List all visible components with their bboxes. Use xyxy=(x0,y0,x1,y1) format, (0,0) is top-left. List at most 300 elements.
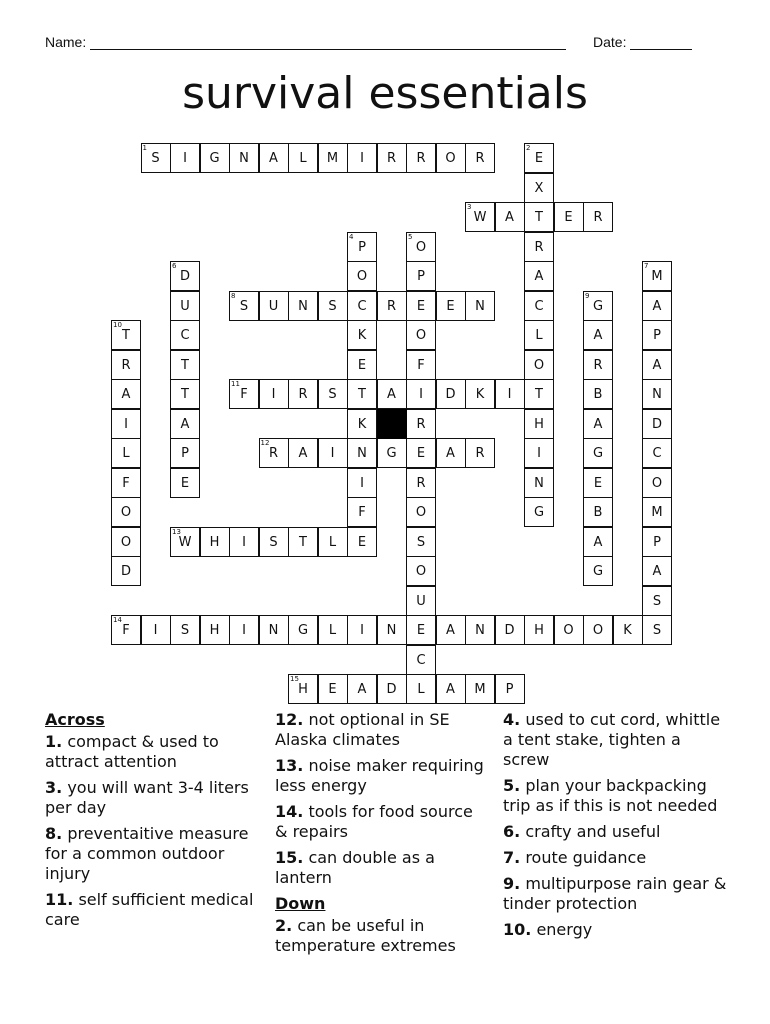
grid-cell[interactable] xyxy=(347,379,377,409)
grid-cell[interactable] xyxy=(377,291,407,321)
cell-letter: T xyxy=(535,387,543,402)
grid-cell[interactable] xyxy=(642,320,672,350)
cell-letter: E xyxy=(564,210,573,225)
grid-cell[interactable] xyxy=(524,202,554,232)
grid-cell[interactable] xyxy=(465,202,495,232)
clue-text: compact & used to attract attention xyxy=(45,732,219,771)
grid-cell[interactable] xyxy=(288,379,318,409)
clue-down-2 xyxy=(275,916,490,956)
grid-cell[interactable] xyxy=(613,615,643,645)
grid-cell[interactable] xyxy=(229,615,259,645)
grid-cell[interactable] xyxy=(495,202,525,232)
cell-letter: I xyxy=(507,387,512,402)
grid-cell[interactable] xyxy=(524,173,554,203)
grid-cell[interactable] xyxy=(406,143,436,173)
grid-cell[interactable] xyxy=(288,527,318,557)
cell-letter: A xyxy=(180,416,190,432)
grid-cell[interactable] xyxy=(524,468,554,498)
cell-letter: K xyxy=(623,623,632,638)
across-heading: Across xyxy=(45,710,105,729)
cell-letter: I xyxy=(271,387,276,402)
grid-cell[interactable] xyxy=(406,261,436,291)
cell-number: 5 xyxy=(408,232,413,241)
cell-letter: A xyxy=(298,446,308,461)
cell-letter: S xyxy=(180,623,190,638)
cell-letter: G xyxy=(386,446,397,461)
cell-letter: C xyxy=(534,298,544,314)
grid-cell[interactable] xyxy=(318,291,348,321)
grid-cell[interactable] xyxy=(347,409,377,439)
cell-letter: N xyxy=(652,387,662,402)
cell-letter: I xyxy=(242,534,246,550)
puzzle-title: survival essentials xyxy=(182,68,588,119)
cell-number: 9 xyxy=(585,291,590,300)
grid-cell[interactable] xyxy=(583,615,613,645)
cell-number: 10 xyxy=(113,321,122,329)
grid-cell[interactable] xyxy=(347,527,377,557)
cell-letter: R xyxy=(268,446,279,461)
grid-cell[interactable] xyxy=(200,527,230,557)
cell-letter: P xyxy=(653,328,661,343)
cell-number: 8 xyxy=(231,291,236,300)
cell-letter: M xyxy=(651,269,663,284)
name-label: Name: xyxy=(45,34,87,50)
cell-number: 12 xyxy=(260,439,270,447)
cell-letter: A xyxy=(593,328,603,343)
grid-cell[interactable] xyxy=(465,379,495,409)
grid-cell[interactable] xyxy=(406,409,436,439)
grid-cell[interactable] xyxy=(524,379,554,409)
cell-letter: P xyxy=(653,534,661,550)
cell-letter: T xyxy=(122,328,130,343)
cell-number: 11 xyxy=(231,380,240,388)
grid-cell[interactable] xyxy=(288,674,318,704)
grid-cell[interactable] xyxy=(524,615,554,645)
cell-letter: E xyxy=(328,682,337,697)
clue-text: energy xyxy=(536,920,593,939)
grid-cell[interactable] xyxy=(170,379,200,409)
cell-letter: T xyxy=(299,534,307,550)
grid-cell[interactable] xyxy=(406,320,436,350)
grid-cell[interactable] xyxy=(524,320,554,350)
cell-letter: E xyxy=(357,534,367,550)
grid-cell[interactable] xyxy=(642,586,672,616)
grid-cell[interactable] xyxy=(524,261,554,291)
grid-cell[interactable] xyxy=(111,320,141,350)
clue-number: 13. xyxy=(275,756,304,775)
grid-cell[interactable] xyxy=(347,350,377,380)
cell-letter: H xyxy=(209,534,220,550)
grid-cell[interactable] xyxy=(465,143,495,173)
grid-cell[interactable] xyxy=(259,291,289,321)
grid-cell[interactable] xyxy=(347,320,377,350)
cell-letter: H xyxy=(298,682,308,697)
grid-cell[interactable] xyxy=(465,438,495,468)
cell-letter: A xyxy=(446,623,455,638)
grid-cell[interactable] xyxy=(406,497,436,527)
grid-cell[interactable] xyxy=(465,674,495,704)
cell-letter: I xyxy=(330,446,335,461)
grid-cell[interactable] xyxy=(642,379,672,409)
grid-cell[interactable] xyxy=(524,143,554,173)
grid-cell[interactable] xyxy=(642,556,672,586)
cell-letter: S xyxy=(239,298,249,314)
cell-letter: S xyxy=(652,593,662,609)
cell-letter: D xyxy=(179,269,190,284)
grid-cell[interactable] xyxy=(377,438,407,468)
grid-cell[interactable] xyxy=(347,674,377,704)
grid-cell[interactable] xyxy=(377,674,407,704)
clue-text: can double as a lantern xyxy=(275,848,435,887)
cell-letter: O xyxy=(445,151,456,166)
grid-cell[interactable] xyxy=(406,586,436,616)
grid-cell[interactable] xyxy=(170,615,200,645)
grid-cell[interactable] xyxy=(406,527,436,557)
cell-letter: I xyxy=(183,151,187,166)
grid-cell[interactable] xyxy=(288,291,318,321)
cell-letter: A xyxy=(652,298,662,314)
clue-across-14 xyxy=(275,802,490,842)
grid-cell[interactable] xyxy=(406,232,436,262)
grid-cell[interactable] xyxy=(318,438,348,468)
cell-letter: D xyxy=(386,682,397,697)
clue-text: tools for food source & repairs xyxy=(275,802,473,841)
grid-cell[interactable] xyxy=(170,143,200,173)
cell-number: 4 xyxy=(349,232,354,241)
grid-cell[interactable] xyxy=(288,143,318,173)
grid-cell[interactable] xyxy=(170,527,200,557)
cell-letter: G xyxy=(297,623,309,638)
cell-letter: D xyxy=(651,416,662,432)
grid-cell[interactable] xyxy=(583,320,613,350)
grid-cell[interactable] xyxy=(642,350,672,380)
grid-cell[interactable] xyxy=(229,379,259,409)
grid-cell[interactable] xyxy=(642,291,672,321)
grid-cell[interactable] xyxy=(642,615,672,645)
grid-cell[interactable] xyxy=(406,468,436,498)
grid-cell[interactable] xyxy=(495,615,525,645)
grid-cell[interactable] xyxy=(642,261,672,291)
grid-cell[interactable] xyxy=(377,379,407,409)
clues-column-2 xyxy=(275,710,490,962)
cell-letter: R xyxy=(534,239,544,255)
clue-down-9 xyxy=(503,874,728,914)
grid-cell[interactable] xyxy=(347,261,377,291)
grid-cell[interactable] xyxy=(259,143,289,173)
grid-cell[interactable] xyxy=(170,291,200,321)
clue-down-5 xyxy=(503,776,728,816)
down-heading: Down xyxy=(275,894,326,913)
cell-letter: G xyxy=(592,298,604,314)
cell-letter: T xyxy=(358,387,366,402)
grid-cell[interactable] xyxy=(318,379,348,409)
clue-down-10 xyxy=(503,920,728,940)
cell-letter: G xyxy=(533,505,545,520)
grid-cell[interactable] xyxy=(111,379,141,409)
clue-text: you will want 3-4 liters per day xyxy=(45,778,249,817)
cell-letter: X xyxy=(534,180,544,196)
grid-cell[interactable] xyxy=(583,468,613,498)
grid-cell[interactable] xyxy=(583,438,613,468)
cell-number: 7 xyxy=(644,262,649,270)
grid-cell[interactable] xyxy=(642,497,672,527)
grid-cell[interactable] xyxy=(200,143,230,173)
cell-letter: C xyxy=(180,328,190,343)
cell-letter: A xyxy=(121,387,131,402)
cell-letter: W xyxy=(473,210,487,225)
clue-across-15 xyxy=(275,848,490,888)
grid-cell[interactable] xyxy=(583,350,613,380)
clue-across-11 xyxy=(45,890,255,930)
cell-letter: B xyxy=(593,387,603,402)
cell-number: 3 xyxy=(467,203,472,211)
cell-letter: E xyxy=(416,298,426,314)
cell-letter: S xyxy=(652,623,662,638)
cell-letter: T xyxy=(535,210,543,225)
cell-letter: S xyxy=(151,151,160,166)
cell-letter: A xyxy=(269,151,278,166)
clue-number: 3. xyxy=(45,778,63,797)
cell-letter: M xyxy=(651,505,663,520)
grid-cell[interactable] xyxy=(524,232,554,262)
grid-cell[interactable] xyxy=(583,202,613,232)
cell-letter: G xyxy=(592,446,604,461)
grid-cell[interactable] xyxy=(406,645,436,675)
cell-letter: F xyxy=(122,623,130,638)
cell-letter: P xyxy=(358,239,366,255)
grid-cell[interactable] xyxy=(642,527,672,557)
cell-letter: D xyxy=(504,623,515,638)
cell-letter: L xyxy=(122,446,130,461)
cell-letter: I xyxy=(360,475,364,491)
grid-cell[interactable] xyxy=(583,291,613,321)
grid-cell[interactable] xyxy=(347,438,377,468)
grid-cell[interactable] xyxy=(406,350,436,380)
cell-letter: N xyxy=(357,446,367,461)
grid-cell[interactable] xyxy=(259,615,289,645)
grid-cell[interactable] xyxy=(347,468,377,498)
cell-letter: T xyxy=(181,357,189,373)
cell-letter: S xyxy=(328,387,337,402)
cell-letter: F xyxy=(122,475,130,491)
cell-number: 14 xyxy=(113,616,122,624)
clue-number: 15. xyxy=(275,848,304,867)
grid-cell[interactable] xyxy=(583,379,613,409)
cell-letter: P xyxy=(505,682,514,697)
cell-letter: I xyxy=(537,446,541,461)
grid-cell[interactable] xyxy=(259,438,289,468)
grid-cell[interactable] xyxy=(406,556,436,586)
grid-cell[interactable] xyxy=(524,438,554,468)
grid-cell[interactable] xyxy=(524,497,554,527)
cell-letter: L xyxy=(328,623,337,638)
cell-letter: S xyxy=(269,534,278,550)
cell-letter: M xyxy=(326,151,339,166)
cell-letter: D xyxy=(445,387,456,402)
grid-cell[interactable] xyxy=(406,674,436,704)
grid-cell[interactable] xyxy=(141,615,171,645)
grid-cell[interactable] xyxy=(200,615,230,645)
grid-cell[interactable] xyxy=(583,556,613,586)
cell-letter: M xyxy=(474,682,486,697)
cell-letter: U xyxy=(268,298,279,314)
grid-cell[interactable] xyxy=(170,350,200,380)
clue-text: used to cut cord, whittle a tent stake, tighten a screw xyxy=(503,710,721,769)
grid-cell[interactable] xyxy=(318,615,348,645)
cell-letter: C xyxy=(416,652,426,668)
grid-cell[interactable] xyxy=(642,468,672,498)
clue-down-4 xyxy=(503,710,728,770)
grid-cell[interactable] xyxy=(111,409,141,439)
grid-cell[interactable] xyxy=(524,409,554,439)
grid-cell[interactable] xyxy=(436,438,466,468)
grid-cell[interactable] xyxy=(583,497,613,527)
grid-cell[interactable] xyxy=(170,438,200,468)
cell-letter: K xyxy=(357,328,367,343)
cell-letter: I xyxy=(124,416,128,432)
grid-cell[interactable] xyxy=(347,143,377,173)
clue-text: noise maker requiring less energy xyxy=(275,756,484,795)
cell-letter: I xyxy=(360,623,364,638)
cell-letter: G xyxy=(592,564,604,579)
cell-letter: A xyxy=(534,269,544,284)
grid-cell[interactable] xyxy=(436,379,466,409)
cell-letter: N xyxy=(475,623,485,638)
grid-cell[interactable] xyxy=(583,527,613,557)
grid-cell[interactable] xyxy=(170,261,200,291)
cell-letter: A xyxy=(505,210,514,225)
grid-cell[interactable] xyxy=(229,143,259,173)
cell-letter: R xyxy=(416,475,426,491)
grid-cell[interactable] xyxy=(347,615,377,645)
cell-letter: E xyxy=(180,475,190,491)
cell-letter: O xyxy=(356,269,368,284)
cell-letter: O xyxy=(415,505,427,520)
grid-cell[interactable] xyxy=(406,615,436,645)
cell-letter: O xyxy=(533,357,545,373)
grid-cell[interactable] xyxy=(170,468,200,498)
cell-letter: A xyxy=(446,446,455,461)
clue-across-8 xyxy=(45,824,255,884)
clue-number: 7. xyxy=(503,848,521,867)
grid-cell[interactable] xyxy=(229,527,259,557)
grid-cell[interactable] xyxy=(642,409,672,439)
grid-cell[interactable] xyxy=(524,291,554,321)
grid-cell[interactable] xyxy=(436,674,466,704)
grid-cell[interactable] xyxy=(554,202,584,232)
grid-cell[interactable] xyxy=(259,527,289,557)
grid-cell[interactable] xyxy=(377,143,407,173)
grid-cell[interactable] xyxy=(524,350,554,380)
cell-letter: E xyxy=(593,475,603,491)
cell-letter: R xyxy=(475,151,485,166)
clue-across-12 xyxy=(275,710,490,750)
grid-cell[interactable] xyxy=(170,320,200,350)
cell-letter: P xyxy=(417,269,425,284)
grid-cell[interactable] xyxy=(406,379,436,409)
cell-letter: O xyxy=(120,505,132,520)
grid-cell[interactable] xyxy=(111,468,141,498)
grid-cell[interactable] xyxy=(465,291,495,321)
grid-cell[interactable] xyxy=(318,143,348,173)
cell-letter: R xyxy=(416,151,426,166)
cell-letter: N xyxy=(534,475,544,491)
clue-text: self sufficient medical care xyxy=(45,890,254,929)
grid-cell[interactable] xyxy=(347,497,377,527)
grid-cell[interactable] xyxy=(318,674,348,704)
grid-cell[interactable] xyxy=(229,291,259,321)
grid-cell[interactable] xyxy=(406,291,436,321)
grid-cell[interactable] xyxy=(347,291,377,321)
cell-letter: U xyxy=(416,593,426,609)
cell-letter: R xyxy=(475,446,485,461)
cell-number: 2 xyxy=(526,144,531,152)
grid-cell[interactable] xyxy=(288,438,318,468)
grid-cell[interactable] xyxy=(111,527,141,557)
grid-cell[interactable] xyxy=(465,615,495,645)
cell-letter: A xyxy=(652,357,662,373)
clue-text: crafty and useful xyxy=(525,822,661,841)
cell-letter: A xyxy=(652,564,662,579)
cell-letter: F xyxy=(417,357,425,373)
grid-cell[interactable] xyxy=(170,409,200,439)
grid-cell[interactable] xyxy=(554,615,584,645)
grid-cell[interactable] xyxy=(436,291,466,321)
cell-letter: E xyxy=(416,623,426,638)
cell-letter: H xyxy=(534,416,544,432)
grid-cell[interactable] xyxy=(436,615,466,645)
grid-cell[interactable] xyxy=(259,379,289,409)
clue-number: 2. xyxy=(275,916,293,935)
cell-letter: P xyxy=(181,446,189,461)
cell-letter: E xyxy=(416,446,426,461)
clue-text: preventaitive measure for a common outdoor injury xyxy=(45,824,249,883)
cell-letter: E xyxy=(446,298,455,314)
cell-letter: S xyxy=(416,534,426,550)
clue-number: 4. xyxy=(503,710,521,729)
grid-cell[interactable] xyxy=(111,497,141,527)
cell-number: 15 xyxy=(290,675,299,683)
grid-cell[interactable] xyxy=(111,438,141,468)
cell-letter: E xyxy=(357,357,367,373)
clues-column-3 xyxy=(503,710,728,946)
grid-cell[interactable] xyxy=(111,615,141,645)
cell-number: 6 xyxy=(172,262,177,270)
cell-letter: A xyxy=(387,387,396,402)
grid-cell[interactable] xyxy=(111,556,141,586)
cell-letter: K xyxy=(357,416,367,432)
grid-cell[interactable] xyxy=(377,615,407,645)
cell-number: 13 xyxy=(172,527,181,536)
grid-cell[interactable] xyxy=(495,674,525,704)
cell-letter: I xyxy=(242,623,246,638)
grid-cell[interactable] xyxy=(583,409,613,439)
grid-cell[interactable] xyxy=(642,438,672,468)
grid-cell[interactable] xyxy=(288,615,318,645)
grid-cell[interactable] xyxy=(318,527,348,557)
grid-cell[interactable] xyxy=(111,350,141,380)
clue-number: 1. xyxy=(45,732,63,751)
clue-number: 6. xyxy=(503,822,521,841)
cell-letter: N xyxy=(298,298,308,314)
cell-letter: L xyxy=(417,682,425,697)
grid-cell[interactable] xyxy=(406,438,436,468)
grid-cell[interactable] xyxy=(347,232,377,262)
grid-cell[interactable] xyxy=(495,379,525,409)
grid-cell[interactable] xyxy=(436,143,466,173)
grid-cell[interactable] xyxy=(141,143,171,173)
cell-letter: L xyxy=(299,151,307,166)
